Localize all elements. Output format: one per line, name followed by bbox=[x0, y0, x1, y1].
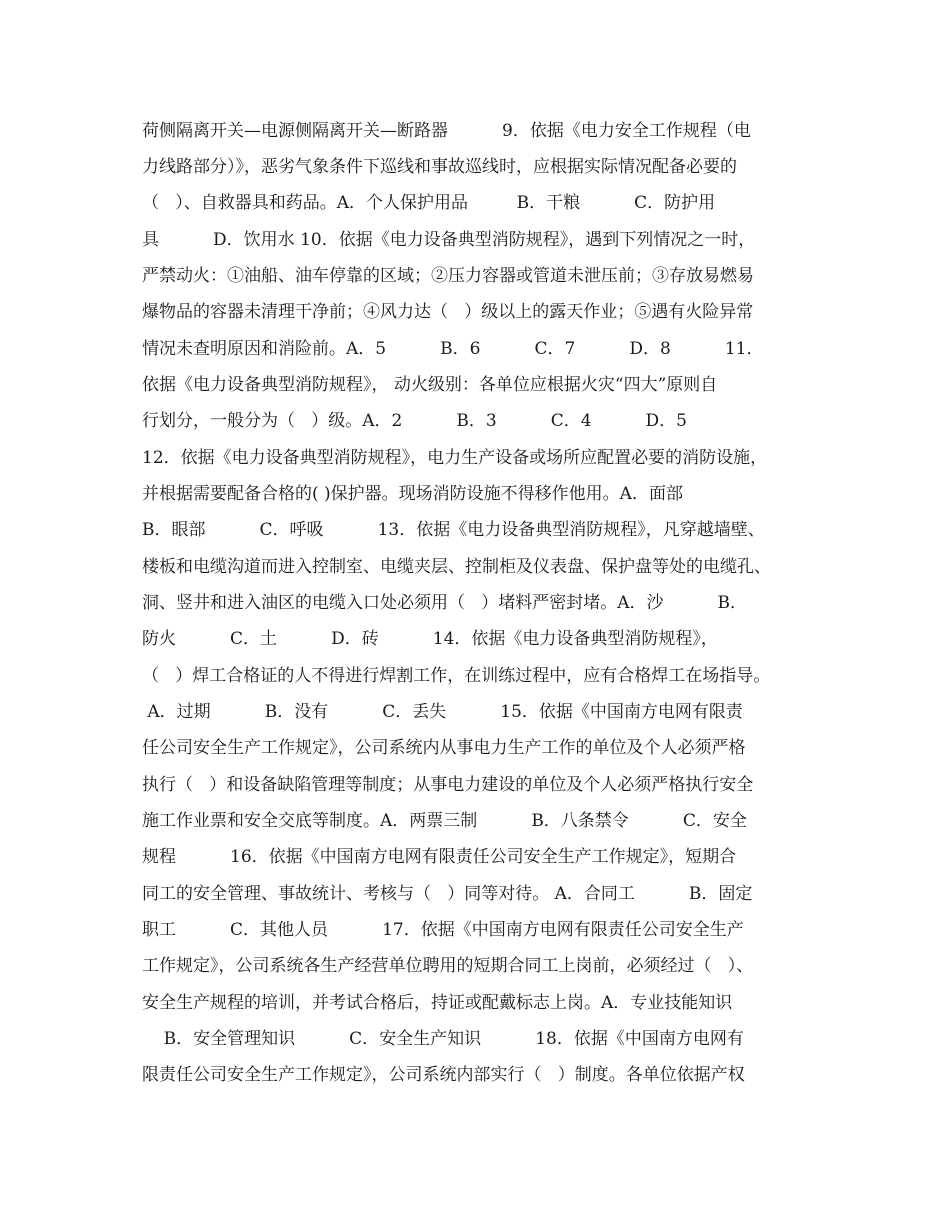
text-line: （ ）焊工合格证的人不得进行焊割工作，在训练过程中，应有合格焊工在场指导。 bbox=[142, 666, 771, 686]
text-line: 限责任公司安全生产工作规定》，公司系统内部实行（ ）制度。各单位依据产权 bbox=[142, 1065, 745, 1085]
text-line: 施工作业票和安全交底等制度。A．两票三制 B．八条禁令 C．安全 bbox=[142, 811, 747, 831]
text-line: 执行（ ）和设备缺陷管理等制度；从事电力建设的单位及个人必须严格执行安全 bbox=[142, 775, 754, 795]
text-line: 规程 16．依据《中国南方电网有限责任公司安全生产工作规定》，短期合 bbox=[142, 847, 737, 867]
text-line: 安全生产规程的培训，并考试合格后，持证或配戴标志上岗。A．专业技能知识 bbox=[142, 993, 733, 1013]
text-line: （ ）、自救器具和药品。A．个人保护用品 B．干粮 C．防护用 bbox=[142, 193, 716, 213]
text-line: 职工 C．其他人员 17．依据《中国南方电网有限责任公司安全生产 bbox=[142, 920, 744, 940]
text-line: 任公司安全生产工作规定》，公司系统内从事电力生产工作的单位及个人必须严格 bbox=[142, 738, 746, 758]
text-line: 力线路部分）》，恶劣气象条件下巡线和事故巡线时，应根据实际情况配备必要的 bbox=[142, 157, 737, 177]
text-line: 具 D．饮用水 10．依据《电力设备典型消防规程》，遇到下列情况之一时， bbox=[142, 230, 756, 250]
text-line: 楼板和电缆沟道而进入控制室、电缆夹层、控制柜及仪表盘、保护盘等处的电缆孔、 bbox=[142, 557, 771, 577]
text-line: 并根据需要配备合格的( )保护器。现场消防设施不得移作他用。A．面部 bbox=[142, 484, 683, 504]
text-line: 12．依据《电力设备典型消防规程》，电力生产设备或场所应配置必要的消防设施， bbox=[142, 448, 768, 468]
text-line: 爆物品的容器未清理干净前；④风力达（ ）级以上的露天作业；⑤遇有火险异常 bbox=[142, 302, 754, 322]
text-line: 情况未查明原因和消险前。A．5 B．6 C．7 D．8 11． bbox=[142, 339, 764, 359]
text-line: 洞、竖井和进入油区的电缆入口处必须用（ ）堵料严密封堵。A．沙 B． bbox=[142, 593, 748, 613]
text-line: 荷侧隔离开关—电源侧隔离开关—断路器 9．依据《电力安全工作规程（电 bbox=[142, 121, 751, 141]
text-line: B．安全管理知识 C．安全生产知识 18．依据《中国南方电网有 bbox=[142, 1029, 744, 1049]
text-line: 工作规定》，公司系统各生产经营单位聘用的短期合同工上岗前，必须经过（ ）、 bbox=[142, 956, 754, 976]
text-line: 行划分，一般分为（ ）级。A．2 B．3 C．4 D．5 bbox=[142, 411, 687, 431]
text-line: B．眼部 C．呼吸 13．依据《电力设备典型消防规程》，凡穿越墙壁、 bbox=[142, 520, 765, 540]
text-line: 严禁动火：①油船、油车停靠的区域；②压力容器或管道未泄压前；③存放易燃易 bbox=[142, 266, 754, 286]
text-line: A．过期 B．没有 C．丢失 15．依据《中国南方电网有限责 bbox=[142, 702, 743, 722]
text-line: 同工的安全管理、事故统计、考核与（ ）同等对待。 A．合同工 B．固定 bbox=[142, 884, 753, 904]
text-line: 防火 C．土 D．砖 14．依据《电力设备典型消防规程》， bbox=[142, 629, 718, 649]
text-line: 依据《电力设备典型消防规程》， 动火级别：各单位应根据火灾“四大”原则自 bbox=[142, 375, 718, 395]
